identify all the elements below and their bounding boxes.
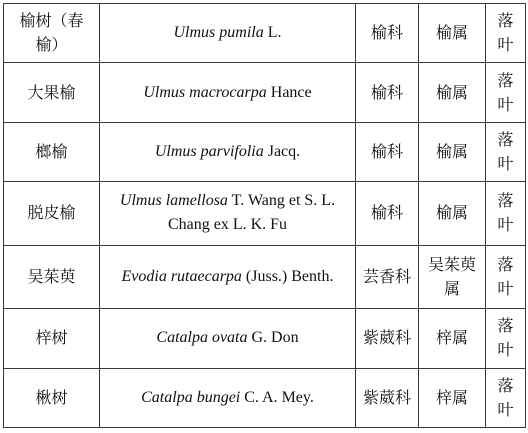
- scientific-name-cell: [100, 309, 356, 368]
- common-name-cell: 楸树: [4, 368, 100, 427]
- author-citation: Hance: [270, 83, 312, 101]
- leaf-type-cell: 落叶: [486, 182, 526, 245]
- leaf-type-cell: 落叶: [486, 4, 526, 63]
- family-cell: 紫葳科: [356, 368, 419, 427]
- family-cell: 榆科: [356, 4, 419, 63]
- leaf-type-cell: 落叶: [486, 309, 526, 368]
- genus-cell: 榆属: [419, 4, 486, 63]
- table-row: [4, 122, 526, 181]
- table-row: [4, 368, 526, 427]
- scientific-name-cell: [100, 63, 356, 122]
- scientific-name-cell: [100, 4, 356, 63]
- family-cell: 榆科: [356, 122, 419, 181]
- common-name-cell: 榆树（春榆）: [4, 4, 100, 63]
- scientific-name-cell: [100, 245, 356, 308]
- leaf-type-cell: 落叶: [486, 245, 526, 308]
- common-name-cell: 大果榆: [4, 63, 100, 122]
- family-cell: 榆科: [356, 63, 419, 122]
- author-citation: L.: [267, 24, 282, 42]
- leaf-type-cell: 落叶: [486, 368, 526, 427]
- author-citation: C. A. Mey.: [244, 388, 314, 406]
- author-citation: G. Don: [251, 329, 299, 347]
- genus-cell: 吴茱萸属: [419, 245, 486, 308]
- common-name-cell: 吴茱萸: [4, 245, 100, 308]
- author-citation: T. Wang et S. L. Chang ex L. K. Fu: [167, 192, 336, 234]
- genus-cell: 梓属: [419, 309, 486, 368]
- binomial: Catalpa bungei: [141, 388, 241, 406]
- table-row: [4, 182, 526, 245]
- table-row: [4, 245, 526, 308]
- author-citation: Jacq.: [267, 142, 301, 160]
- scientific-name-cell: [100, 368, 356, 427]
- binomial: Ulmus parvifolia: [154, 142, 264, 160]
- genus-cell: 榆属: [419, 63, 486, 122]
- family-cell: 紫葳科: [356, 309, 419, 368]
- family-cell: 芸香科: [356, 245, 419, 308]
- binomial: Ulmus lamellosa: [119, 192, 228, 210]
- binomial: Catalpa ovata: [156, 329, 248, 347]
- binomial: Ulmus macrocarpa: [143, 83, 267, 101]
- common-name-cell: 榔榆: [4, 122, 100, 181]
- table-row: [4, 63, 526, 122]
- species-table: [3, 3, 526, 428]
- author-citation: (Juss.) Benth.: [245, 267, 334, 285]
- common-name-cell: 脱皮榆: [4, 182, 100, 245]
- common-name-cell: 梓树: [4, 309, 100, 368]
- genus-cell: 榆属: [419, 182, 486, 245]
- leaf-type-cell: 落叶: [486, 63, 526, 122]
- table-row: [4, 4, 526, 63]
- leaf-type-cell: 落叶: [486, 122, 526, 181]
- scientific-name-cell: [100, 182, 356, 245]
- binomial: Evodia rutaecarpa: [121, 267, 242, 285]
- scientific-name-cell: [100, 122, 356, 181]
- genus-cell: 梓属: [419, 368, 486, 427]
- table-row: [4, 309, 526, 368]
- genus-cell: 榆属: [419, 122, 486, 181]
- family-cell: 榆科: [356, 182, 419, 245]
- binomial: Ulmus pumila: [173, 24, 264, 42]
